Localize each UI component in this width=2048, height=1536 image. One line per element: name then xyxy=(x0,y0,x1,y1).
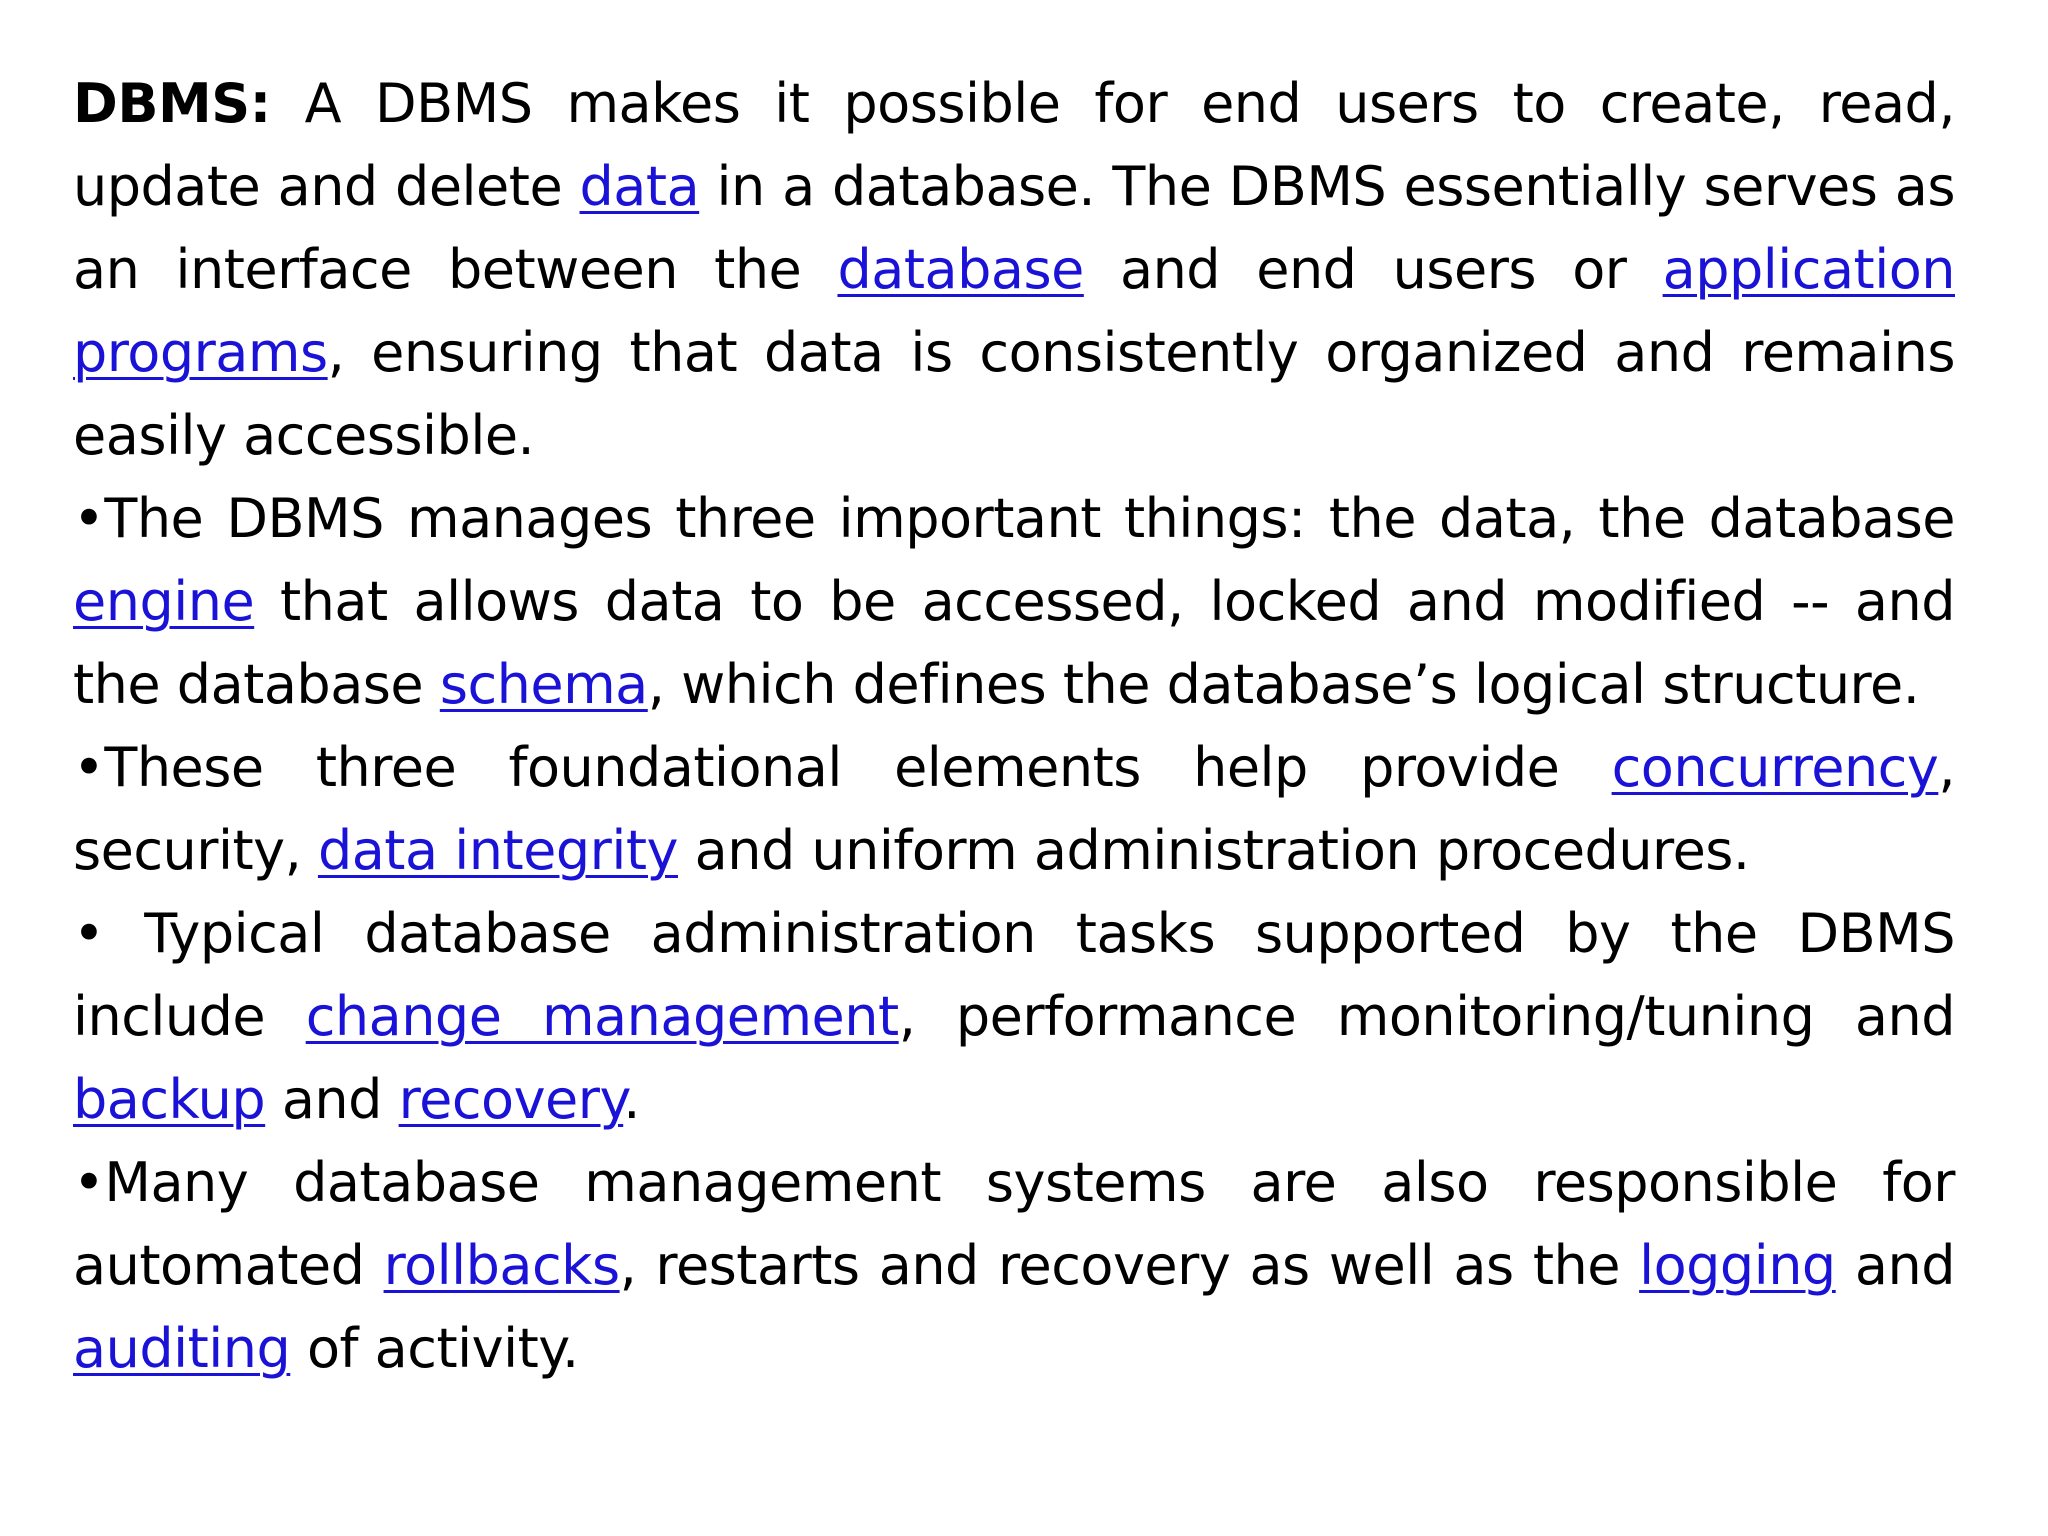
link-schema[interactable]: schema xyxy=(439,653,648,716)
bullet-text: and xyxy=(265,1068,399,1131)
bullet-text: • Typical database administration tasks supported by the DBMS include xyxy=(73,902,1955,1048)
bullet-text: that allows data to be accessed, locked and modified -- and the database xyxy=(73,570,1955,716)
bullet-text: , restarts and recovery as well as the xyxy=(619,1234,1640,1297)
bullet-text: and uniform administration procedures. xyxy=(677,819,1750,882)
link-logging[interactable]: logging xyxy=(1639,1234,1836,1297)
link-recovery[interactable]: recovery xyxy=(398,1068,624,1131)
link-concurrency[interactable]: concurrency xyxy=(1611,736,1939,799)
paragraph-dbms-definition xyxy=(73,62,1955,477)
slide-body xyxy=(73,62,1955,1390)
link-rollbacks[interactable]: rollbacks xyxy=(383,1234,620,1297)
paragraph-text: , ensuring that data is consistently organized and remains easily accessible. xyxy=(73,321,1955,467)
paragraph-text: in a database. The DBMS essentially serves as an interface between the xyxy=(73,155,1955,301)
bullet-text: of activity. xyxy=(290,1317,579,1380)
bullet-text: •The DBMS manages three important things: the data, the database xyxy=(73,487,1955,550)
link-backup[interactable]: backup xyxy=(73,1068,266,1131)
bullet-admin-tasks xyxy=(73,892,1955,1141)
paragraph-text: A DBMS makes it possible for end users to create, read, update and delete xyxy=(73,72,1955,218)
bullet-manages-three-things xyxy=(73,477,1955,726)
link-data[interactable]: data xyxy=(579,155,700,218)
bullet-text: , security, xyxy=(73,736,1955,882)
bullet-text: . xyxy=(623,1068,640,1131)
bullet-text: , which defines the database’s logical structure. xyxy=(647,653,1920,716)
bullet-text: and xyxy=(1835,1234,1955,1297)
link-change-management[interactable]: change management xyxy=(305,985,899,1048)
link-database[interactable]: database xyxy=(837,238,1084,301)
paragraph-text: and end users or xyxy=(1083,238,1663,301)
link-data-integrity[interactable]: data integrity xyxy=(317,819,678,882)
bullet-foundational-elements xyxy=(73,726,1955,892)
bullet-text: , performance monitoring/tuning and xyxy=(898,985,1955,1048)
dbms-heading: DBMS: xyxy=(73,72,271,135)
bullet-text: •These three foundational elements help provide xyxy=(73,736,1612,799)
bullet-text: •Many database management systems are also responsible for automated xyxy=(73,1151,1955,1297)
link-application-programs[interactable]: application programs xyxy=(73,238,1955,384)
bullet-automated-rollbacks xyxy=(73,1141,1955,1390)
link-engine[interactable]: engine xyxy=(73,570,255,633)
link-auditing[interactable]: auditing xyxy=(73,1317,291,1380)
